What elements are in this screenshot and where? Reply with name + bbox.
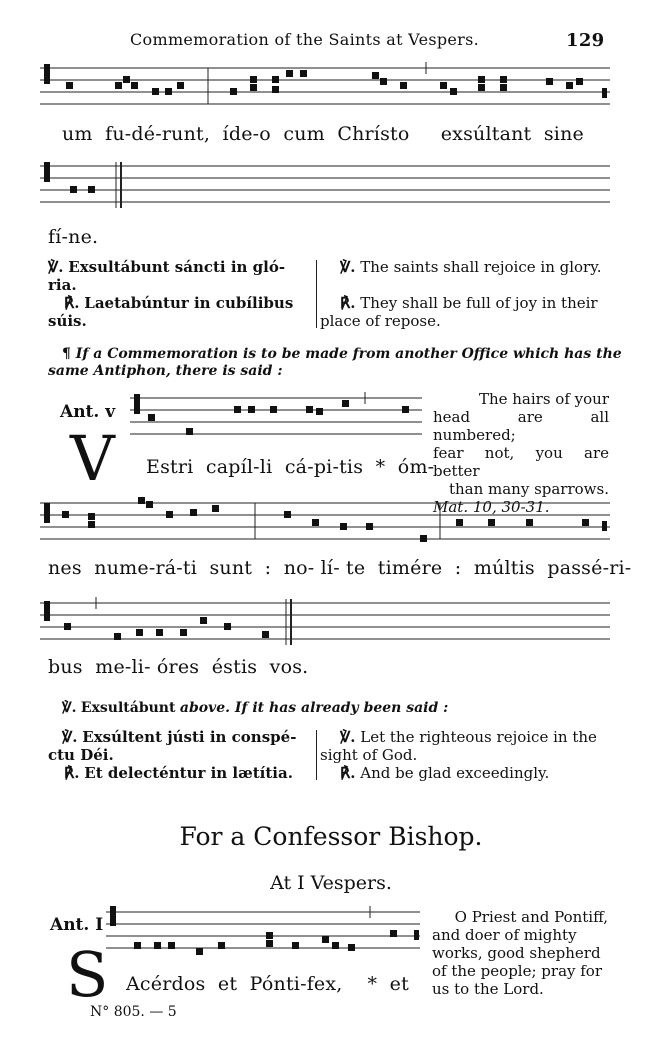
response-english-1 [340, 294, 598, 313]
chant-staff-6 [106, 904, 424, 956]
page-running-title: Commemoration of the Saints at Vespers. [130, 30, 480, 49]
scripture-reference: Mat. 10, 30-31. [433, 498, 550, 516]
antiphon-translation-2 [432, 908, 608, 998]
rubric-2-text: above. If it has already been said : [179, 700, 449, 716]
versicle-english-2 [340, 728, 597, 747]
versicle-english-2b: sight of God. [320, 746, 418, 764]
column-divider [316, 260, 317, 328]
drop-initial: V [70, 422, 115, 495]
response-latin-1 [64, 294, 314, 313]
rubric-2-word: Exsultábunt [80, 700, 176, 716]
versicle-2-text: Exsúltent jústi in conspé- [82, 728, 297, 746]
drop-initial: S [66, 938, 109, 1011]
versicle-symbol: ℣. [62, 728, 78, 746]
antiphon-label: Ant. I [50, 915, 104, 935]
response-symbol: ℟. [340, 294, 356, 312]
response-2-text: Et delecténtur in lætítia. [84, 764, 293, 782]
translation-line: works, good shepherd [432, 944, 601, 962]
printer-signature: N° 805. — 5 [90, 1004, 177, 1020]
rubric-1b: same Antiphon, there is said : [48, 363, 283, 379]
page-number: 129 [566, 30, 605, 51]
response-latin-1b: súis. [48, 312, 87, 330]
response-english-text: They shall be full of joy in their [360, 294, 598, 312]
section-title: For a Confessor Bishop. [179, 822, 483, 851]
translation-line: us to the Lord. [432, 980, 544, 998]
versicle-symbol: ℣. [48, 258, 64, 276]
lyric-line-3: Estri capíl-li cá-pi-tis * óm- [146, 456, 435, 478]
rubric-2 [62, 700, 448, 717]
column-divider [316, 730, 317, 780]
translation-line: O Priest and Pontiff, [454, 908, 608, 926]
response-english-1b: place of repose. [320, 312, 441, 330]
versicle-2-english: Let the righteous rejoice in the [360, 728, 597, 746]
rubric-1-text-a: If a Commemoration is to be made from another Office which has the [75, 346, 622, 362]
lyric-line-1: um fu-dé-runt, íde-o cum Chrísto exsúltant sine [62, 123, 584, 145]
translation-line: fear not, you are better [433, 444, 609, 480]
translation-line: of the people; pray for [432, 962, 603, 980]
lyric-line-4: nes nume-rá-ti sunt : no- lí- te timére : múltis passé-ri- [48, 557, 632, 579]
response-symbol: ℟. [64, 294, 80, 312]
translation-line: head are all numbered; [433, 408, 609, 444]
chant-staff-2 [40, 158, 612, 210]
versicle-latin-1b: ria. [48, 276, 77, 294]
chant-staff-3 [130, 390, 425, 442]
translation-line: than many sparrows. [448, 480, 609, 498]
response-symbol: ℟. [340, 764, 356, 782]
response-symbol: ℟. [64, 764, 80, 782]
response-english-2 [340, 764, 549, 783]
versicle-symbol: ℣. [340, 258, 356, 276]
response-latin-2 [64, 764, 293, 783]
section-subtitle: At I Vespers. [270, 872, 392, 894]
translation-line: The hairs of your [478, 390, 609, 408]
versicle-symbol: ℣. [340, 728, 356, 746]
versicle-latin-2 [62, 728, 296, 747]
antiphon-label: Ant. v [60, 402, 116, 422]
lyric-line-2: fí-ne. [48, 226, 99, 248]
chant-staff-4 [40, 495, 612, 550]
chant-staff-5 [40, 595, 612, 650]
versicle-symbol: ℣. [62, 700, 77, 716]
response-2-english: And be glad exceedingly. [360, 764, 550, 782]
lyric-line-5: bus me-li- óres éstis vos. [48, 656, 309, 678]
versicle-english-1 [340, 258, 601, 277]
versicle-text: Exsultábunt sáncti in gló- [68, 258, 286, 276]
response-text: Laetabúntur in cubílibus [84, 294, 294, 312]
versicle-latin-1 [48, 258, 312, 277]
translation-line: and doer of mighty [432, 926, 577, 944]
rubric-1 [62, 346, 622, 363]
chant-staff-1 [40, 60, 612, 110]
paragraph-symbol: ¶ [62, 346, 71, 362]
versicle-english-text: The saints shall rejoice in glory. [360, 258, 602, 276]
lyric-line-6: Acérdos et Pónti-fex, * et [126, 973, 409, 995]
versicle-latin-2b: ctu Déi. [48, 746, 114, 764]
